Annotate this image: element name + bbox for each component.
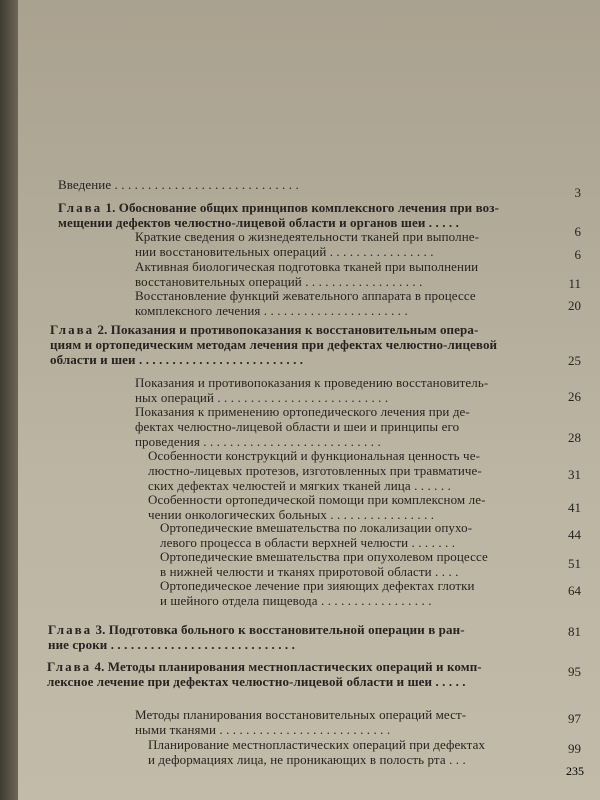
toc-entry-text: 3. Подготовка больного к восстановительной операции в ран- [95, 622, 465, 637]
toc-entry-text: левого процесса в области верхней челюсти . . . . . . . [160, 535, 456, 550]
toc-entry-line [160, 578, 475, 593]
toc-page-number: 51 [568, 556, 581, 571]
toc-entry-text: нии восстановительных операций . . . . . . . . . . . . . . . . [135, 244, 434, 259]
toc-entry-line [135, 434, 381, 449]
toc-entry-text: Методы планирования восстановительных операций мест- [135, 707, 467, 722]
toc-page-number: 41 [568, 500, 581, 515]
toc-entry-text: ских дефектах челюстей и мягких тканей лица . . . . . . [148, 478, 451, 493]
toc-page-number: 31 [568, 467, 581, 482]
toc-entry-text: 4. Методы планирования местнопластических операций и комп- [94, 659, 482, 674]
toc-entry-text: Восстановление функций жевательного аппарата в процессе [135, 288, 476, 303]
toc-entry-line [160, 520, 472, 535]
toc-entry-line [148, 448, 480, 463]
toc-entry-text: Показания к применению ортопедического лечения при де- [135, 404, 470, 419]
toc-entry-text: люстно-лицевых протезов, изготовленных при травматиче- [148, 463, 482, 478]
toc-entry-line [58, 200, 499, 215]
toc-entry-line [48, 637, 295, 652]
toc-entry-line [48, 622, 465, 637]
toc-entry-line [148, 463, 482, 478]
toc-entry-text: Показания и противопоказания к проведению восстановитель- [135, 375, 489, 390]
toc-entry-line [50, 322, 478, 337]
chapter-word: Глава [47, 659, 92, 674]
toc-entry-line [58, 215, 459, 230]
toc-entry-line [135, 288, 476, 303]
toc-entry-line [160, 593, 432, 608]
toc-page-number: 28 [568, 430, 581, 445]
toc-entry-text: лексное лечение при дефектах челюстно-лицевой области и шеи . . . . . [47, 674, 466, 689]
toc-page-number: 26 [568, 389, 581, 404]
toc-page-number: 25 [568, 353, 581, 368]
toc-entry-text: Планирование местнопластических операций при дефектах [148, 737, 486, 752]
toc-entry-text: Особенности конструкций и функциональная ценность че- [148, 448, 480, 463]
toc-entry-line [148, 478, 451, 493]
toc-entry-text: проведения . . . . . . . . . . . . . . . . . . . . . . . . . . . [135, 434, 381, 449]
toc-entry-line [148, 737, 485, 752]
toc-entry-text: 1. Обоснование общих принципов комплексного лечения при воз- [105, 200, 500, 215]
toc-entry-line [135, 707, 466, 722]
toc-entry-line [160, 535, 455, 550]
toc-entry-text: Особенности ортопедической помощи при комплексном ле- [148, 492, 486, 507]
toc-entry-line [50, 352, 303, 367]
toc-entry-text: ных операций . . . . . . . . . . . . . . . . . . . . . . . . . . [135, 390, 389, 405]
toc-entry-text: Ортопедические вмешательства при опухолевом процессе [160, 549, 488, 564]
toc-entry-line [148, 752, 466, 767]
toc-entry-line [135, 244, 434, 259]
toc-entry-text: циям и ортопедическим методам лечения при дефектах челюстно-лицевой [50, 337, 498, 352]
chapter-word: Глава [50, 322, 95, 337]
toc-entry-text: мещении дефектов челюстно-лицевой области и органов шеи . . . . . [58, 215, 459, 230]
toc-entry-text: Ортопедическое лечение при зияющих дефектах глотки [160, 578, 475, 593]
toc-entry-text: Активная биологическая подготовка тканей при выполнении [135, 259, 479, 274]
toc-page-number: 44 [568, 527, 581, 542]
toc-entry-text: ние сроки . . . . . . . . . . . . . . . . . . . . . . . . . . . . [48, 637, 295, 652]
toc-page-number: 6 [574, 224, 581, 239]
toc-page-number: 6 [574, 247, 581, 262]
page-number: 235 [566, 764, 584, 778]
toc-entry-text: 2. Показания и противопоказания к восстановительным опера- [97, 322, 479, 337]
toc-entry-line [47, 674, 466, 689]
toc-entry-text: комплексного лечения . . . . . . . . . . . . . . . . . . . . . . [135, 303, 408, 318]
toc-entry-line [47, 659, 482, 674]
toc-entry-line [148, 492, 486, 507]
toc-entry-text: восстановительных операций . . . . . . . . . . . . . . . . . . [135, 274, 423, 289]
toc-entry-text: Введение . . . . . . . . . . . . . . . . . . . . . . . . . . . . [58, 177, 299, 192]
toc-entry-line [135, 259, 478, 274]
toc-entry-line [50, 337, 497, 352]
toc-entry-line [135, 229, 479, 244]
toc-page-number: 99 [568, 741, 581, 756]
toc-page-number: 3 [574, 185, 581, 200]
toc-entry-text: и деформациях лица, не проникающих в полость рта . . . [148, 752, 466, 767]
toc-page-number: 81 [568, 624, 581, 639]
toc-entry-line [160, 564, 459, 579]
toc-entry-line [135, 419, 459, 434]
toc-entry-text: области и шеи . . . . . . . . . . . . . . . . . . . . . . . . . [50, 352, 304, 367]
toc-page-number: 20 [568, 298, 581, 313]
toc-entry-line [135, 390, 388, 405]
toc-page-number: 64 [568, 583, 581, 598]
toc-entry-text: Ортопедические вмешательства по локализации опухо- [160, 520, 473, 535]
toc-entry-text: и шейного отдела пищевода . . . . . . . . . . . . . . . . . [160, 593, 432, 608]
chapter-word: Глава [58, 200, 103, 215]
toc-entry-line [135, 274, 422, 289]
chapter-word: Глава [48, 622, 93, 637]
toc-entry-line [160, 549, 488, 564]
toc-entry-text: фектах челюстно-лицевой области и шеи и принципы его [135, 419, 460, 434]
toc-entry-text: Краткие сведения о жизнедеятельности тканей при выполне- [135, 229, 480, 244]
toc-page-number: 97 [568, 711, 581, 726]
toc-entry-text: ными тканями . . . . . . . . . . . . . . . . . . . . . . . . . . [135, 722, 391, 737]
toc-entry-line [135, 303, 408, 318]
toc-entry-line [135, 375, 488, 390]
toc-entry-line [135, 722, 390, 737]
toc-page-number: 95 [568, 664, 581, 679]
toc-entry-text: чении онкологических больных . . . . . . . . . . . . . . . . [148, 507, 435, 522]
toc-entry-text: в нижней челюсти и тканях приротовой области . . . . [160, 564, 459, 579]
toc-entry-line [58, 177, 299, 192]
toc-entry-line [135, 404, 470, 419]
toc-page-number: 11 [568, 276, 581, 291]
